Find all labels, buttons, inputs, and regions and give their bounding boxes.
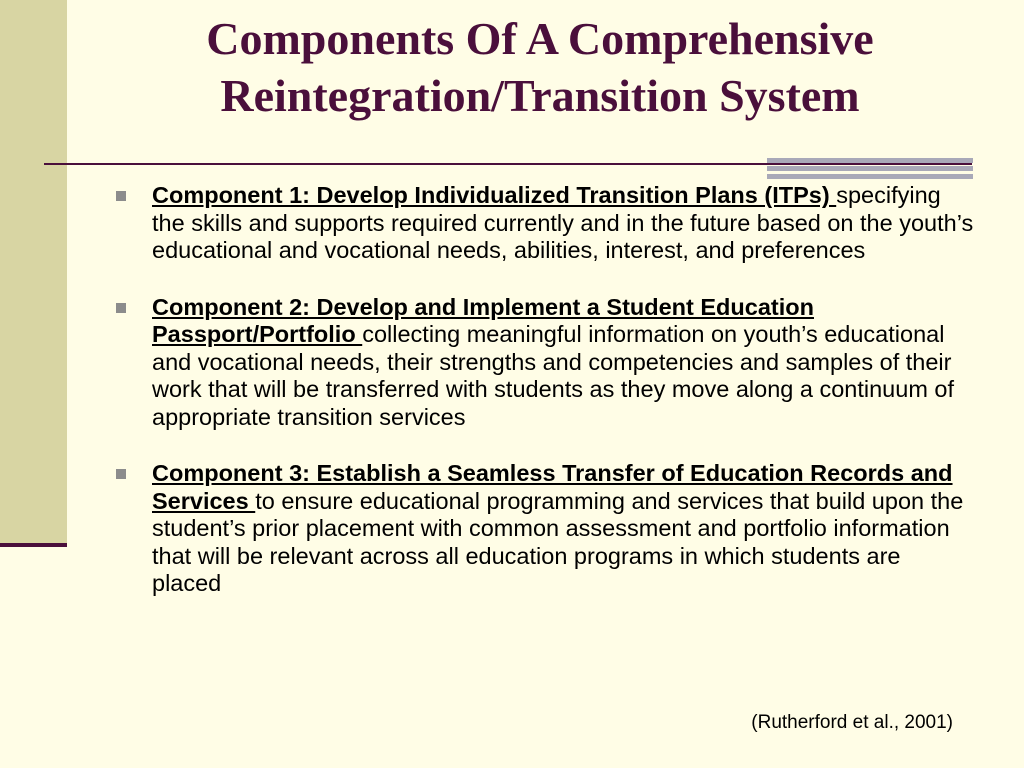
left-accent-rule — [0, 543, 67, 547]
left-decorative-band — [0, 0, 67, 544]
square-bullet-icon — [116, 469, 126, 479]
title-divider-accent — [767, 158, 973, 179]
component-heading: Component 3: Establish a Seamless Transfer of Education Records and Services — [152, 460, 953, 514]
accent-bar — [767, 158, 973, 163]
bullet-item-component-2 — [114, 294, 974, 432]
component-heading: Component 1: Develop Individualized Transition Plans (ITPs) — [152, 182, 837, 208]
square-bullet-icon — [116, 303, 126, 313]
slide-title-line-1: Components Of A Comprehensive — [206, 13, 874, 64]
component-description: collecting meaningful information on youth’s educational and vocational needs, their strengths and competencies and samples of their work that will be transferred with students as they move along a continuum of appropriate transition services — [152, 321, 955, 430]
bullet-list — [114, 182, 974, 598]
square-bullet-icon — [116, 191, 126, 201]
bullet-item-component-3 — [114, 460, 974, 598]
accent-bar — [767, 174, 973, 179]
bullet-item-component-1 — [114, 182, 974, 265]
slide-title — [70, 10, 1010, 124]
component-heading: Component 2: Develop and Implement a Student Education Passport/Portfolio — [152, 293, 814, 347]
citation: (Rutherford et al., 2001) — [751, 712, 953, 733]
component-description: to ensure educational programming and services that build upon the student’s prior placement with common assessment and portfolio information that will be relevant across all education programs in which students are placed — [152, 487, 964, 596]
slide-title-line-2: Reintegration/Transition System — [220, 70, 860, 121]
component-description: specifying the skills and supports required currently and in the future based on the youth’s educational and vocational needs, abilities, interest, and preferences — [152, 182, 974, 263]
accent-bar — [767, 166, 973, 171]
